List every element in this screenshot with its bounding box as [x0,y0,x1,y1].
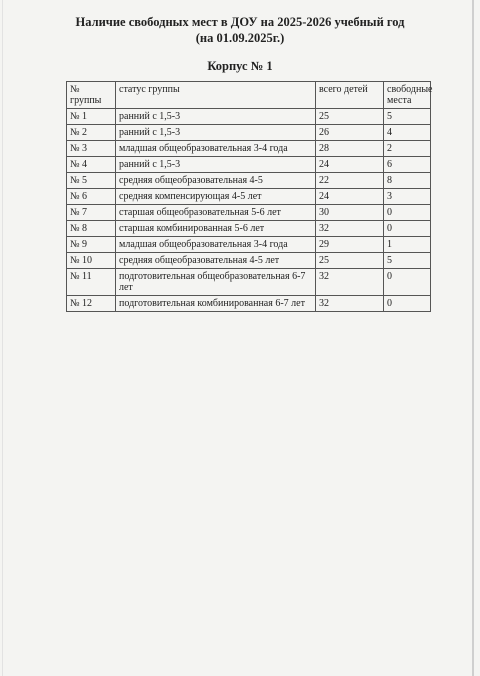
group-number-cell: № 7 [67,205,116,221]
document-title [60,14,420,46]
free-places-cell: 3 [384,189,431,205]
scan-edge-right [472,0,474,676]
total-children-cell: 29 [316,237,384,253]
table-row [67,109,431,125]
group-number-cell: № 9 [67,237,116,253]
table-body [67,109,431,312]
vacancies-table [66,81,431,312]
table-row [67,173,431,189]
total-children-cell: 25 [316,253,384,269]
table-row [67,205,431,221]
group-number-cell: № 6 [67,189,116,205]
free-places-cell: 1 [384,237,431,253]
group-status-cell: младшая общеобразовательная 3-4 года [116,141,316,157]
group-status-cell: средняя общеобразовательная 4-5 [116,173,316,189]
table-row [67,221,431,237]
free-places-cell: 4 [384,125,431,141]
table-row [67,157,431,173]
header-total-children: всего детей [316,82,384,109]
free-places-cell: 0 [384,221,431,237]
group-number-cell: № 10 [67,253,116,269]
total-children-cell: 28 [316,141,384,157]
group-status-cell: ранний с 1,5-3 [116,157,316,173]
group-number-cell: № 4 [67,157,116,173]
title-line-2: (на 01.09.2025г.) [195,31,285,45]
total-children-cell: 25 [316,109,384,125]
group-number-cell: № 1 [67,109,116,125]
group-status-cell: ранний с 1,5-3 [116,125,316,141]
free-places-cell: 0 [384,296,431,312]
header-group-status: статус группы [116,82,316,109]
group-number-cell: № 2 [67,125,116,141]
table-row [67,237,431,253]
group-number-cell: № 3 [67,141,116,157]
table-row [67,189,431,205]
group-status-cell: подготовительная общеобразовательная 6-7 лет [116,269,316,296]
table-row [67,125,431,141]
free-places-cell: 0 [384,205,431,221]
group-status-cell: средняя общеобразовательная 4-5 лет [116,253,316,269]
building-subtitle: Корпус № 1 [207,59,273,73]
free-places-cell: 6 [384,157,431,173]
group-status-cell: подготовительная комбинированная 6-7 лет [116,296,316,312]
free-places-cell: 0 [384,269,431,296]
title-line-1: Наличие свободных мест в ДОУ на 2025-2026 учебный год [75,15,405,29]
table-row [67,269,431,296]
header-free-places: свободные места [384,82,431,109]
group-number-cell: № 11 [67,269,116,296]
total-children-cell: 24 [316,157,384,173]
table-row [67,141,431,157]
group-status-cell: старшая общеобразовательная 5-6 лет [116,205,316,221]
table-row [67,253,431,269]
group-status-cell: старшая комбинированная 5-6 лет [116,221,316,237]
free-places-cell: 5 [384,253,431,269]
total-children-cell: 24 [316,189,384,205]
group-number-cell: № 12 [67,296,116,312]
table-header-row [67,82,431,109]
total-children-cell: 32 [316,269,384,296]
free-places-cell: 2 [384,141,431,157]
header-group-number: № группы [67,82,116,109]
group-status-cell: средняя компенсирующая 4-5 лет [116,189,316,205]
free-places-cell: 5 [384,109,431,125]
group-number-cell: № 5 [67,173,116,189]
scan-edge-left [2,0,3,676]
group-status-cell: младшая общеобразовательная 3-4 года [116,237,316,253]
total-children-cell: 22 [316,173,384,189]
total-children-cell: 32 [316,296,384,312]
table-row [67,296,431,312]
total-children-cell: 30 [316,205,384,221]
total-children-cell: 26 [316,125,384,141]
group-number-cell: № 8 [67,221,116,237]
total-children-cell: 32 [316,221,384,237]
group-status-cell: ранний с 1,5-3 [116,109,316,125]
free-places-cell: 8 [384,173,431,189]
